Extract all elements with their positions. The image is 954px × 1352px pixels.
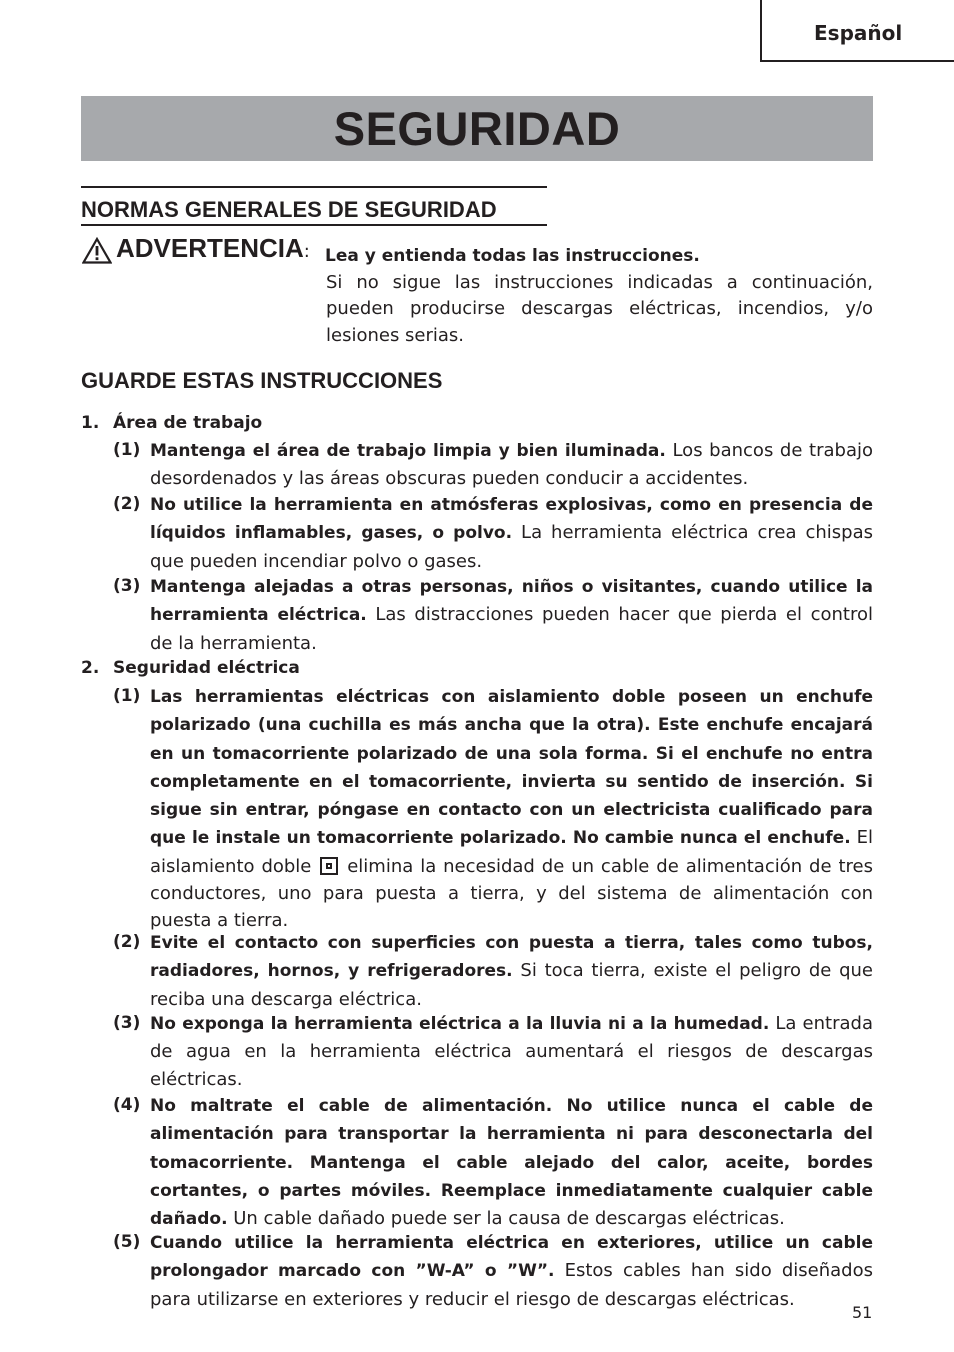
item-number: (2)	[113, 932, 141, 952]
item-number: (4)	[113, 1095, 141, 1115]
list-item	[113, 1229, 873, 1313]
item-number: (2)	[113, 494, 141, 514]
warning-colon: :	[303, 241, 310, 262]
list-item	[113, 573, 873, 657]
section-heading	[81, 186, 547, 226]
list-item	[113, 1010, 873, 1093]
item-number: (3)	[113, 1013, 141, 1033]
item-bold: Las herramientas eléctricas con aislamiento doble poseen un enchufe polarizado (una cuchilla es más ancha que la otra). Este enchufe encajará en un tomacorriente polarizado de una sola forma. Si el enchufe no entra completamente en el tomacorriente, invierta su sentido de inserción. Si sigue sin entrar, póngase en contacto con un electricista cualificado para que le instale un tomacorriente polarizado. No cambie nunca el enchufe.	[150, 687, 873, 849]
item-number: (5)	[113, 1232, 141, 1252]
section-title: Seguridad eléctrica	[113, 658, 300, 678]
section-heading-text: NORMAS GENERALES DE SEGURIDAD	[81, 197, 497, 222]
item-number: (1)	[113, 440, 141, 460]
page-title-bar	[81, 96, 873, 161]
section-number: 2.	[81, 658, 100, 678]
item-text: Las distracciones pueden hacer que pierda el control de la herramienta.	[150, 604, 873, 654]
language-tab	[760, 0, 954, 62]
section-title: Área de trabajo	[113, 413, 263, 433]
page-title: SEGURIDAD	[333, 102, 621, 155]
item-bold: Mantenga el área de trabajo limpia y bien iluminada.	[150, 441, 666, 461]
section-1-title	[81, 413, 262, 433]
item-text: La entrada de agua en la herramienta eléctrica aumentará el riesgos de descargas eléctricas.	[150, 1013, 873, 1090]
item-bold: No utilice la herramienta en atmósferas explosivas, como en presencia de líquidos inflamables, gases, o polvo.	[150, 495, 873, 544]
item-text: Estos cables han sido diseñados para utilizarse en exteriores y reducir el riesgo de descargas eléctricas.	[150, 1260, 873, 1310]
section-number: 1.	[81, 413, 100, 433]
list-item	[113, 491, 873, 575]
warning-lead: Lea y entienda todas las instrucciones.	[325, 246, 700, 266]
item-text: La herramienta eléctrica crea chispas que pueden incendiar polvo o gases.	[150, 522, 873, 572]
list-item	[113, 1092, 873, 1233]
warning-label-text: ADVERTENCIA	[116, 233, 304, 263]
warning-triangle-icon	[82, 237, 112, 264]
item-text: Un cable dañado puede ser la causa de descargas eléctricas.	[227, 1208, 785, 1230]
list-item	[113, 929, 873, 1013]
item-text-after: elimina la necesidad de un cable de alimentación de tres conductores, uno para puesta a tierra, y del sistema de alimentación con puesta a tierra.	[150, 855, 873, 932]
list-item	[113, 437, 873, 493]
section-2-title	[81, 658, 300, 678]
item-bold: No maltrate el cable de alimentación. No utilice nunca el cable de alimentación para transportar la herramienta ni para desconectarla del tomacorriente. Mantenga el cable alejado del calor, aceite, bordes cortantes, o partes móviles. Reemplace inmediatamente cualquier cable dañado.	[150, 1096, 873, 1230]
item-number: (3)	[113, 576, 141, 596]
warning-body	[326, 243, 873, 349]
page-number: 51	[852, 1303, 873, 1322]
item-bold: Evite el contacto con superficies con puesta a tierra, tales como tubos, radiadores, hornos, y refrigeradores.	[150, 933, 873, 982]
item-text: Los bancos de trabajo desordenados y las áreas obscuras pueden conducir a accidentes.	[150, 440, 873, 490]
list-item	[113, 683, 873, 935]
warning-label-row	[82, 233, 310, 264]
language-label: Español	[814, 21, 903, 45]
double-insulation-icon	[320, 857, 338, 875]
item-bold: Cuando utilice la herramienta eléctrica en exteriores, utilice un cable prolongador marcado con ”W-A” o ”W”.	[150, 1233, 873, 1282]
warning-text: Si no sigue las instrucciones indicadas a continuación, pueden producirse descargas eléctricas, incendios, y/o lesiones serias.	[326, 271, 873, 346]
item-text: El aislamiento doble	[150, 827, 873, 877]
save-instructions-heading: GUARDE ESTAS INSTRUCCIONES	[81, 368, 443, 393]
item-bold: Mantenga alejadas a otras personas, niños o visitantes, cuando utilice la herramienta eléctrica.	[150, 577, 873, 626]
item-text: Si toca tierra, existe el peligro de que reciba una descarga eléctrica.	[150, 960, 874, 1010]
item-bold: No exponga la herramienta eléctrica a la lluvia ni a la humedad.	[150, 1014, 770, 1034]
item-number: (1)	[113, 686, 141, 706]
warning-label	[116, 233, 310, 264]
